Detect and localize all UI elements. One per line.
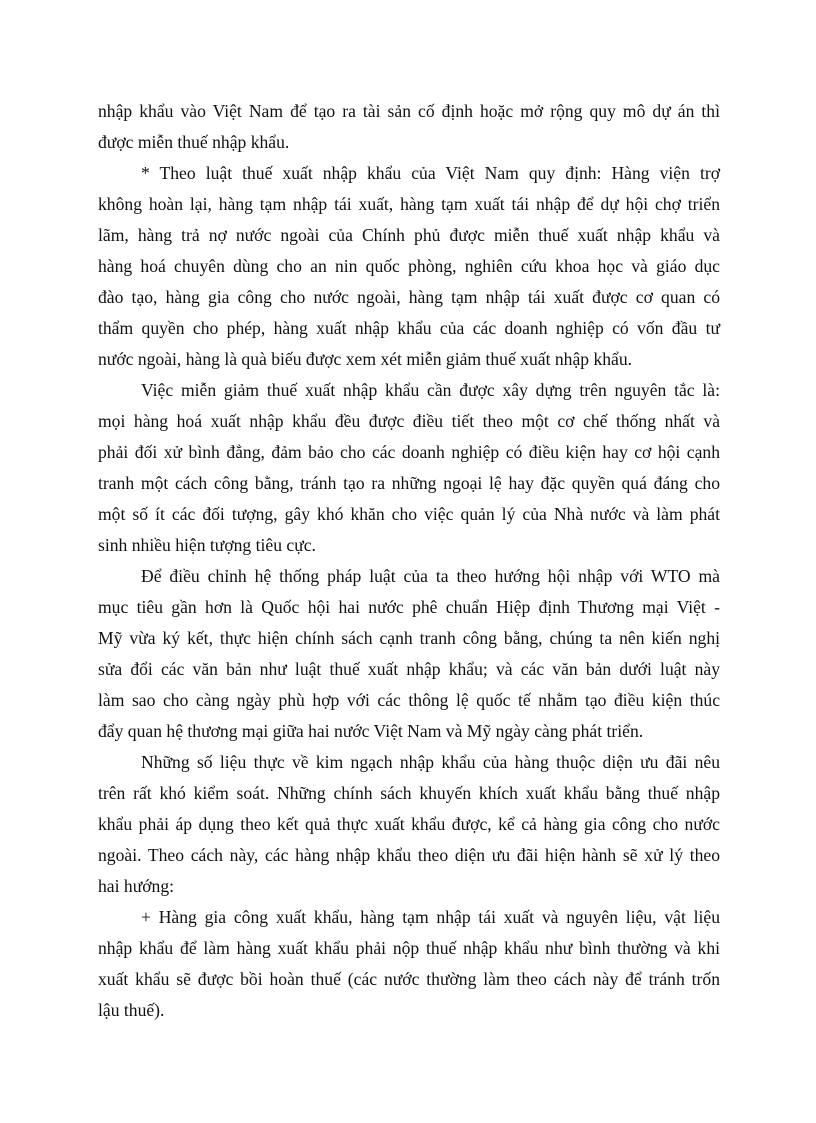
text-line: đào tạo, hàng gia công cho nước ngoài, hàng tạm nhập tái xuất được cơ quan có <box>98 287 720 307</box>
text-line: nước ngoài, hàng là quà biếu được xem xét miễn giảm thuế xuất nhập khẩu. <box>98 349 633 369</box>
text-line: mọi hàng hoá xuất nhập khẩu đều được điều tiết theo một cơ chế thống nhất và <box>98 411 720 431</box>
text-line: trên rất khó kiểm soát. Những chính sách khuyến khích xuất khẩu bằng thuế nhập <box>98 783 720 803</box>
text-line: xuất khẩu sẽ được bồi hoàn thuế (các nước thường làm theo cách này để tránh trốn <box>98 969 720 989</box>
text-line: + Hàng gia công xuất khẩu, hàng tạm nhập tái xuất và nguyên liệu, vật liệu <box>141 907 720 927</box>
text-line: mục tiêu gần hơn là Quốc hội hai nước phê chuẩn Hiệp định Thương mại Việt - <box>98 597 720 617</box>
text-line: lãm, hàng trả nợ nước ngoài của Chính phủ được miễn thuế xuất nhập khẩu và <box>98 225 720 245</box>
text-line: sinh nhiều hiện tượng tiêu cực. <box>98 535 316 555</box>
text-line: tranh một cách công bằng, tránh tạo ra những ngoại lệ hay đặc quyền quá đáng cho <box>98 473 720 493</box>
text-line: nhập khẩu để làm hàng xuất khẩu phải nộp thuế nhập khẩu như bình thường và khi <box>98 938 720 958</box>
text-line: thẩm quyền cho phép, hàng xuất nhập khẩu của các doanh nghiệp có vốn đầu tư <box>98 318 720 338</box>
text-line: đẩy quan hệ thương mại giữa hai nước Việt Nam và Mỹ ngày càng phát triển. <box>98 721 644 741</box>
paragraph-4 <box>98 561 720 747</box>
text-line: Việc miễn giảm thuế xuất nhập khẩu cần được xây dựng trên nguyên tắc là: <box>141 380 720 400</box>
text-line: sửa đổi các văn bản như luật thuế xuất nhập khẩu; và các văn bản dưới luật này <box>98 659 720 679</box>
text-line: * Theo luật thuế xuất nhập khẩu của Việt Nam quy định: Hàng viện trợ <box>141 163 720 183</box>
paragraph-1 <box>98 96 720 158</box>
document-page <box>98 96 720 1026</box>
text-line: làm sao cho càng ngày phù hợp với các thông lệ quốc tế nhằm tạo điều kiện thúc <box>98 690 720 710</box>
paragraph-5 <box>98 747 720 902</box>
text-line: một số ít các đối tượng, gây khó khăn cho việc quản lý của Nhà nước và làm phát <box>98 504 720 524</box>
paragraph-2 <box>98 158 720 375</box>
text-line: khẩu phải áp dụng theo kết quả thực xuất khẩu được, kể cả hàng gia công cho nước <box>98 814 720 834</box>
text-line: hàng hoá chuyên dùng cho an nin quốc phòng, nghiên cứu khoa học và giáo dục <box>98 256 720 276</box>
text-line: hai hướng: <box>98 876 175 896</box>
text-line: Để điều chỉnh hệ thống pháp luật của ta theo hướng hội nhập với WTO mà <box>141 566 720 586</box>
text-line: ngoài. Theo cách này, các hàng nhập khẩu theo diện ưu đãi hiện hành sẽ xử lý theo <box>98 845 720 865</box>
text-line: Những số liệu thực về kim ngạch nhập khẩu của hàng thuộc diện ưu đãi nêu <box>141 752 720 772</box>
text-line: Mỹ vừa ký kết, thực hiện chính sách cạnh tranh công bằng, chúng ta nên kiến nghị <box>98 628 720 648</box>
paragraph-6 <box>98 902 720 1026</box>
paragraph-3 <box>98 375 720 561</box>
text-line: không hoàn lại, hàng tạm nhập tái xuất, hàng tạm xuất tái nhập để dự hội chợ triển <box>98 194 720 214</box>
text-line: lậu thuế). <box>98 1000 165 1020</box>
text-line: phải đối xử bình đẳng, đảm bảo cho các doanh nghiệp có điều kiện hay cơ hội cạnh <box>98 442 720 462</box>
text-line: nhập khẩu vào Việt Nam để tạo ra tài sản cố định hoặc mở rộng quy mô dự án thì <box>98 101 720 121</box>
text-line: được miễn thuế nhập khẩu. <box>98 132 290 152</box>
